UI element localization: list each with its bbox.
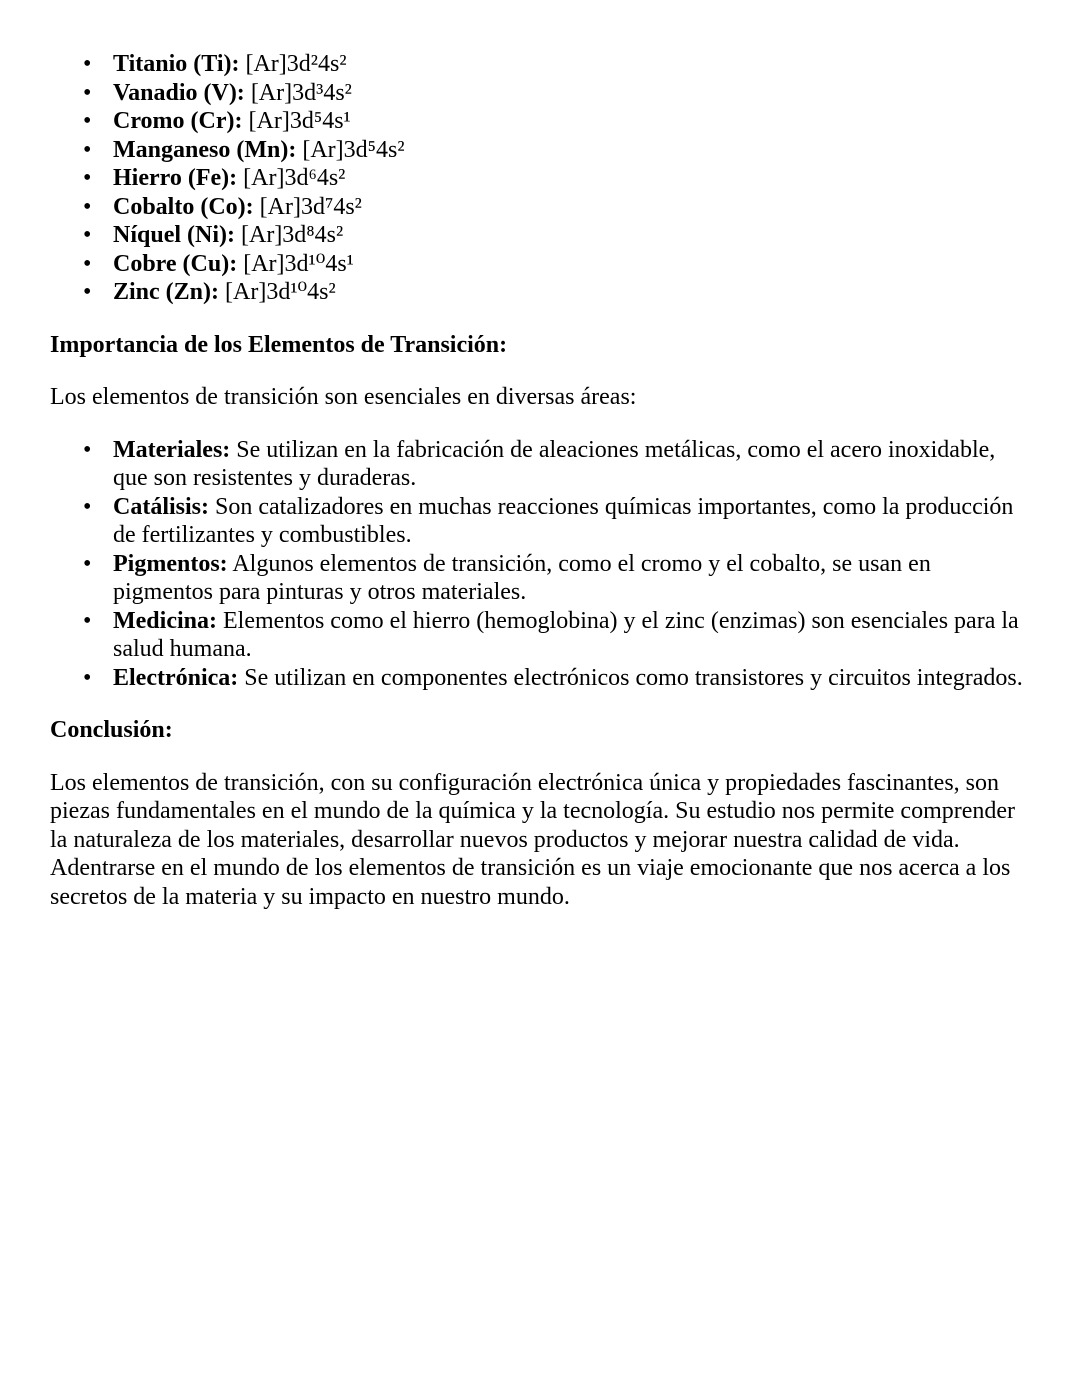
list-item bbox=[50, 107, 1035, 136]
element-config: [Ar]3d⁶4s² bbox=[237, 165, 346, 191]
element-name: Zinc (Zn): bbox=[113, 279, 220, 305]
item-text: Elementos como el hierro (hemoglobina) y el zinc (enzimas) son esenciales para la salud humana. bbox=[113, 607, 1019, 662]
element-config: [Ar]3d¹⁰4s² bbox=[219, 279, 336, 305]
element-config: [Ar]3d⁵4s¹ bbox=[242, 108, 351, 134]
element-name: Hierro (Fe): bbox=[113, 165, 238, 191]
list-item bbox=[50, 436, 1035, 493]
element-config: [Ar]3d⁷4s² bbox=[253, 193, 362, 220]
element-config: [Ar]3d³4s² bbox=[244, 79, 352, 106]
list-item bbox=[50, 221, 1035, 250]
list-item bbox=[50, 136, 1035, 165]
electron-configuration-list bbox=[50, 50, 1035, 307]
list-item bbox=[50, 607, 1035, 664]
item-term: Materiales: bbox=[113, 436, 231, 463]
item-term: Pigmentos: bbox=[113, 550, 228, 577]
list-item bbox=[50, 193, 1035, 222]
element-name: Titanio (Ti): bbox=[113, 51, 240, 77]
item-text: Son catalizadores en muchas reacciones químicas importantes, como la producción de fertilizantes y combustibles. bbox=[113, 493, 1014, 548]
list-item bbox=[50, 50, 1035, 79]
list-item bbox=[50, 550, 1035, 607]
conclusion-paragraph: Los elementos de transición, con su configuración electrónica única y propiedades fascinantes, son piezas fundamentales en el mundo de la química y la tecnología. Su estudio nos permite comprender la naturaleza de los materiales, desarrollar nuevos productos y mejorar nuestra calidad de vida. Adentrarse en el mundo de los elementos de transición es un viaje emocionante que nos acerca a los secretos de la materia y su impacto en nuestro mundo. bbox=[50, 769, 1016, 910]
item-term: Electrónica: bbox=[113, 664, 239, 691]
list-item bbox=[50, 493, 1035, 550]
importance-intro: Los elementos de transición son esenciales en diversas áreas: bbox=[50, 384, 637, 410]
element-config: [Ar]3d⁸4s² bbox=[235, 222, 344, 248]
list-item bbox=[50, 250, 1035, 279]
importance-list bbox=[50, 436, 1035, 693]
element-name: Níquel (Ni): bbox=[113, 222, 235, 248]
item-term: Catálisis: bbox=[113, 493, 209, 520]
element-name: Cromo (Cr): bbox=[113, 108, 243, 134]
item-text: Se utilizan en componentes electrónicos como transistores y circuitos integrados. bbox=[238, 664, 1023, 691]
importance-heading: Importancia de los Elementos de Transición: bbox=[50, 331, 508, 358]
element-name: Vanadio (V): bbox=[113, 79, 245, 106]
element-name: Cobre (Cu): bbox=[113, 250, 238, 277]
element-config: [Ar]3d⁵4s² bbox=[296, 136, 405, 163]
item-term: Medicina: bbox=[113, 607, 217, 634]
element-name: Manganeso (Mn): bbox=[113, 136, 297, 163]
document-page bbox=[50, 50, 1035, 911]
element-config: [Ar]3d²4s² bbox=[239, 51, 347, 77]
element-config: [Ar]3d¹⁰4s¹ bbox=[237, 250, 354, 277]
conclusion-heading: Conclusión: bbox=[50, 717, 173, 743]
list-item bbox=[50, 79, 1035, 108]
list-item bbox=[50, 164, 1035, 193]
item-text: Algunos elementos de transición, como el cromo y el cobalto, se usan en pigmentos para pinturas y otros materiales. bbox=[113, 550, 931, 605]
element-name: Cobalto (Co): bbox=[113, 193, 254, 220]
item-text: Se utilizan en la fabricación de aleaciones metálicas, como el acero inoxidable, que son resistentes y duraderas. bbox=[113, 436, 996, 491]
list-item bbox=[50, 278, 1035, 307]
list-item bbox=[50, 664, 1035, 693]
